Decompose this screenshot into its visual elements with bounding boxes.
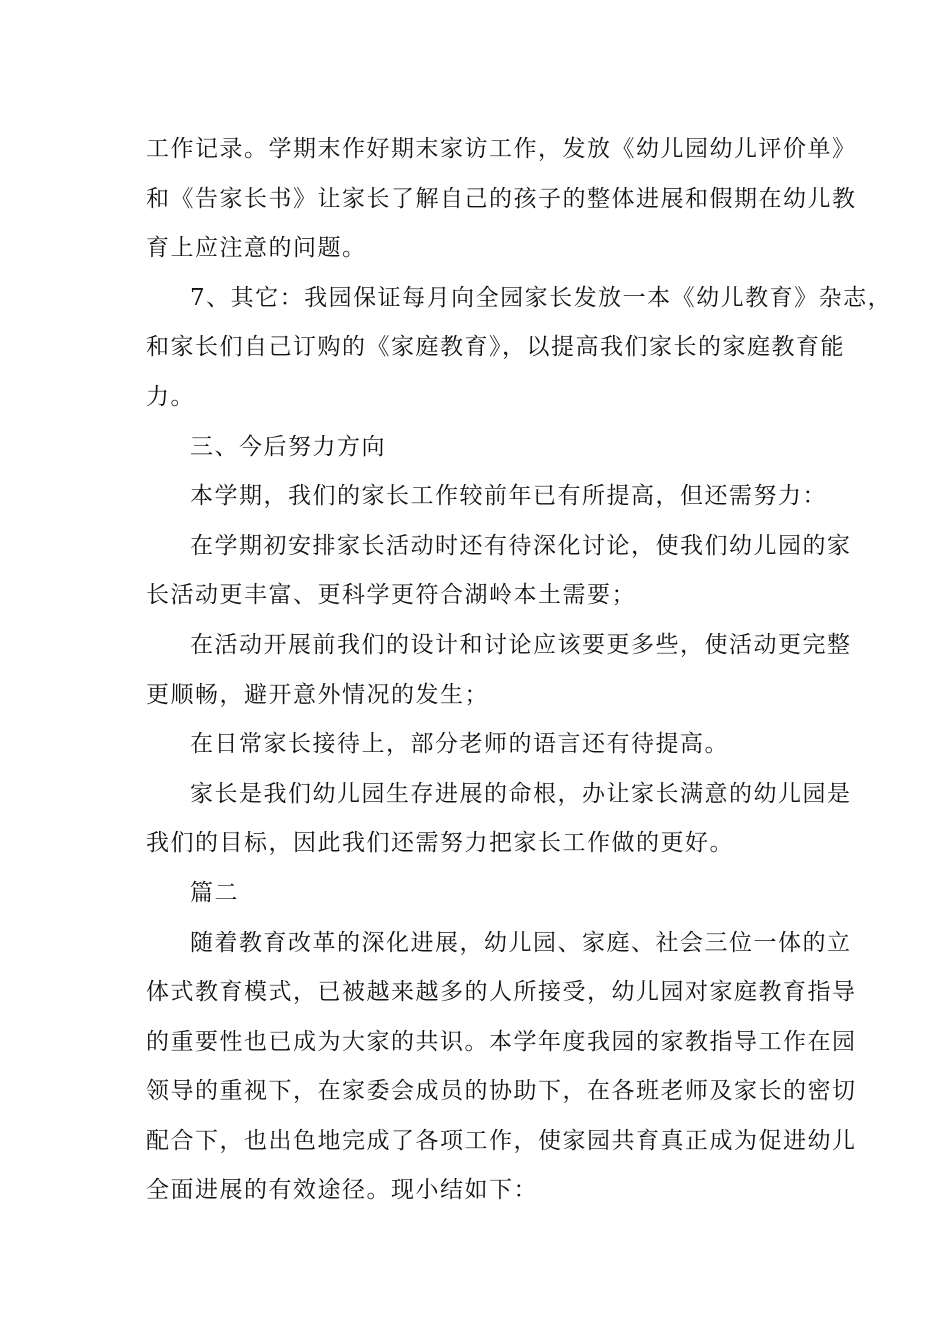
text-line: 长活动更丰富、更科学更符合湖岭本土需要；: [146, 582, 636, 609]
text-line: 体式教育模式，已被越来越多的人所接受，幼儿园对家庭教育指导: [146, 979, 857, 1006]
text-line: 我们的目标，因此我们还需努力把家长工作做的更好。: [146, 830, 734, 857]
text-line: 家长是我们幼儿园生存进展的命根，办让家长满意的幼儿园是: [190, 780, 852, 807]
text-line: 工作记录。学期末作好期末家访工作，发放《幼儿园幼儿评价单》: [146, 136, 857, 162]
document-body: [146, 125, 893, 1216]
text-line: 随着教育改革的深化进展，幼儿园、家庭、社会三位一体的立: [190, 929, 852, 956]
text-line: 全面进展的有效途径。现小结如下：: [146, 1177, 538, 1204]
text-line: 本学期，我们的家长工作较前年已有所提高，但还需努力：: [190, 483, 827, 510]
text-line: 力。: [146, 383, 195, 410]
text-line: 和家长们自己订购的《家庭教育》，以提高我们家长的家庭教育能: [146, 334, 845, 361]
section-heading: 篇二: [190, 879, 239, 906]
text-line: 领导的重视下，在家委会成员的协助下，在各班老师及家长的密切: [146, 1078, 857, 1105]
text-line: 育上应注意的问题。: [146, 235, 367, 262]
text-line: 7、其它：我园保证每月向全园家长发放一本《幼儿教育》杂志，: [190, 284, 893, 311]
text-line: 在活动开展前我们的设计和讨论应该要更多些，使活动更完整: [190, 631, 852, 658]
text-line: 在日常家长接待上，部分老师的语言还有待提高。: [190, 731, 729, 758]
text-line: 在学期初安排家长活动时还有待深化讨论，使我们幼儿园的家: [190, 532, 852, 559]
text-line: 的重要性也已成为大家的共识。本学年度我园的家教指导工作在园: [146, 1028, 857, 1055]
section-heading: 三、今后努力方向: [190, 433, 386, 460]
text-line: 和《告家长书》让家长了解自己的孩子的整体进展和假期在幼儿教: [146, 185, 857, 212]
text-line: 更顺畅，避开意外情况的发生；: [146, 681, 489, 708]
text-line: 配合下，也出色地完成了各项工作，使家园共育真正成为促进幼儿: [146, 1127, 857, 1154]
